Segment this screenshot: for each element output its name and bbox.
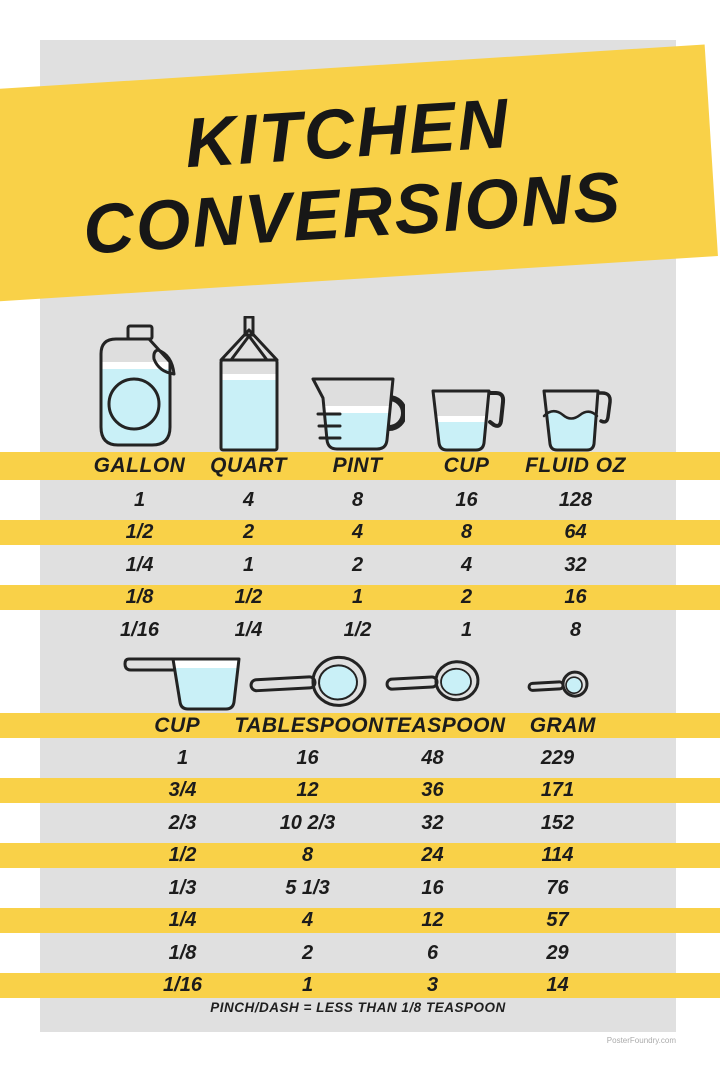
- dry-measuring-cup-icon: [120, 648, 245, 713]
- table-cell: 1/2: [343, 618, 372, 641]
- table-cell: 1/3: [168, 876, 197, 899]
- table-row: [0, 973, 720, 998]
- table-cell: 2: [351, 553, 364, 576]
- volume-table-header-row: [0, 452, 720, 480]
- table-cell: 48: [421, 746, 444, 769]
- table-cell: 1/4: [125, 553, 154, 576]
- table-cell: 1: [242, 553, 255, 576]
- table-cell: 76: [546, 876, 569, 899]
- table-cell: 2/3: [168, 811, 197, 834]
- table-cell: 152: [540, 811, 575, 834]
- measure-conversion-table: [0, 713, 720, 998]
- column-header: CUP: [443, 454, 490, 477]
- table-cell: 32: [421, 811, 444, 834]
- table-cell: 2: [301, 941, 314, 964]
- table-cell: 114: [541, 844, 574, 866]
- column-header: QUART: [210, 454, 287, 477]
- table-cell: 64: [564, 521, 587, 543]
- table-cell: 57: [546, 909, 569, 931]
- measure-table-header-row: [0, 713, 720, 738]
- table-cell: 6: [426, 941, 439, 964]
- volume-icons-row: [0, 310, 720, 452]
- table-row: [0, 738, 720, 778]
- table-cell: 2: [242, 521, 255, 543]
- tablespoon-icon: [245, 648, 370, 713]
- pinch-dash-footnote: PINCH/DASH = LESS THAN 1/8 TEASPOON: [210, 1000, 506, 1015]
- table-row: [0, 843, 720, 868]
- table-cell: 1/2: [234, 586, 263, 608]
- table-cell: 24: [421, 844, 444, 866]
- table-row: [0, 545, 720, 585]
- table-cell: 16: [421, 876, 444, 899]
- table-cell: 8: [460, 521, 473, 543]
- table-cell: 1: [301, 974, 314, 996]
- table-cell: 14: [546, 974, 569, 996]
- poster-credit: PosterFoundry.com: [606, 1036, 676, 1045]
- table-cell: 8: [569, 618, 582, 641]
- table-cell: 12: [421, 909, 444, 931]
- column-header: TEASPOON: [383, 713, 506, 737]
- table-row: [0, 520, 720, 545]
- fluid-oz-glass-icon: [521, 310, 630, 452]
- table-cell: 1/2: [125, 521, 154, 543]
- table-cell: 1: [460, 618, 473, 641]
- table-cell: 4: [460, 553, 473, 576]
- table-cell: 1: [351, 586, 364, 608]
- table-cell: 1/16: [120, 618, 159, 641]
- measure-icons-row: [0, 648, 720, 713]
- table-cell: 8: [351, 488, 364, 511]
- table-cell: 5 1/3: [285, 876, 330, 899]
- table-cell: 29: [546, 941, 569, 964]
- quart-carton-icon: [194, 310, 303, 452]
- table-row: [0, 778, 720, 803]
- table-row: [0, 868, 720, 908]
- table-row: [0, 480, 720, 520]
- table-cell: 171: [540, 779, 575, 801]
- column-header: CUP: [154, 713, 201, 737]
- table-cell: 36: [421, 779, 444, 801]
- table-cell: 16: [455, 488, 478, 511]
- gram-spoon-icon: [495, 648, 620, 713]
- teaspoon-icon: [370, 648, 495, 713]
- pint-measuring-cup-icon: [303, 310, 412, 452]
- table-cell: 4: [301, 909, 314, 931]
- column-header: FLUID OZ: [525, 454, 626, 477]
- gallon-jug-icon: [85, 310, 194, 452]
- column-header: GALLON: [93, 454, 186, 477]
- table-cell: 4: [242, 488, 255, 511]
- table-row: [0, 585, 720, 610]
- table-cell: 1/4: [234, 618, 263, 641]
- table-cell: 16: [296, 746, 319, 769]
- table-row: [0, 908, 720, 933]
- table-cell: 4: [351, 521, 364, 543]
- table-cell: 32: [564, 553, 587, 576]
- cup-icon: [412, 310, 521, 452]
- table-cell: 1/16: [163, 974, 202, 996]
- table-cell: 16: [564, 586, 587, 608]
- table-cell: 1: [133, 488, 146, 511]
- table-row: [0, 933, 720, 973]
- column-header: GRAM: [529, 713, 596, 737]
- table-cell: 12: [296, 779, 319, 801]
- poster-title-line2: CONVERSIONS: [80, 157, 625, 269]
- table-cell: 1: [176, 746, 189, 769]
- table-cell: 3/4: [168, 779, 197, 801]
- table-cell: 1/8: [125, 586, 154, 608]
- table-row: [0, 803, 720, 843]
- table-cell: 1/8: [168, 941, 197, 964]
- table-cell: 229: [540, 746, 575, 769]
- table-cell: 3: [426, 974, 439, 996]
- table-row: [0, 610, 720, 650]
- column-header: PINT: [332, 454, 383, 477]
- table-cell: 2: [460, 586, 473, 608]
- poster-title-line1: KITCHEN: [182, 83, 513, 183]
- table-cell: 1/4: [168, 909, 197, 931]
- table-cell: 128: [558, 488, 593, 511]
- table-cell: 8: [301, 844, 314, 866]
- table-cell: 1/2: [168, 844, 197, 866]
- table-cell: 10 2/3: [279, 811, 336, 834]
- column-header: TABLESPOON: [234, 713, 384, 737]
- volume-conversion-table: [0, 452, 720, 650]
